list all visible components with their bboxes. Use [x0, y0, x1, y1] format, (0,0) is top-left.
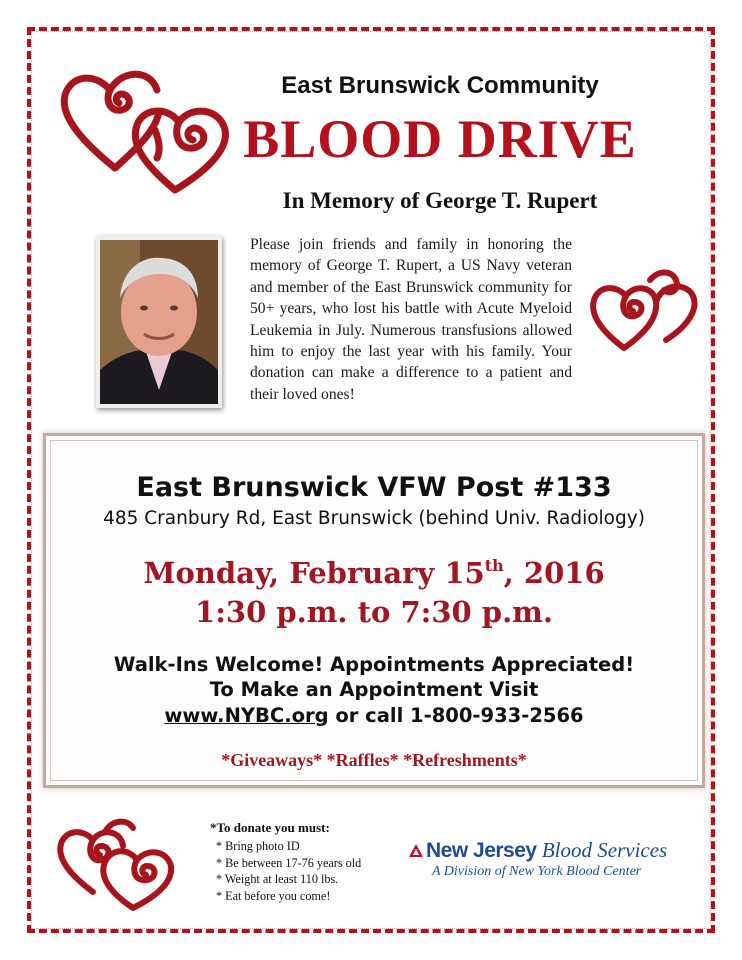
date-main: Monday, February 15 — [143, 556, 485, 590]
phone-text: or call 1-800-933-2566 — [328, 704, 584, 727]
sponsor-name-bold: New Jersey — [426, 839, 537, 862]
website-link[interactable]: www.NYBC.org — [164, 704, 329, 727]
intro-paragraph: Please join friends and family in honoring the memory of George T. Rupert, a US Navy veteran and member of the East Brunswick community for 50+ years, who lost his battle with Acute Myeloid Leukemia in July. Numerous transfusions allowed him to enjoy the last year with his family. Your donation can make a difference to a patient and their loved ones! — [250, 236, 572, 403]
contact-line — [43, 704, 705, 727]
event-time: 1:30 p.m. to 7:30 p.m. — [195, 595, 553, 629]
portrait-photo — [96, 236, 222, 408]
swirl-hearts-icon — [588, 264, 704, 356]
extras-text: *Giveaways* *Raffles* *Refreshments* — [221, 750, 527, 770]
requirements-list — [216, 838, 361, 904]
organization-name: East Brunswick Community — [281, 72, 599, 99]
walk-ins-text: Walk-Ins Welcome! Appointments Appreciated! — [113, 653, 635, 676]
event-date — [43, 556, 705, 590]
memorial-subtitle: In Memory of George T. Rupert — [282, 188, 598, 213]
list-item: * Eat before you come! — [216, 888, 361, 905]
list-item: * Bring photo ID — [216, 838, 361, 855]
venue-address: 485 Cranbury Rd, East Brunswick (behind Univ. Radiology) — [103, 508, 645, 529]
list-item: * Be between 17-76 years old — [216, 855, 361, 872]
swirl-hearts-icon — [55, 50, 240, 200]
date-suffix: th — [484, 556, 504, 575]
swirl-hearts-icon — [55, 812, 179, 912]
date-year: , 2016 — [503, 556, 605, 590]
sponsor-logo — [408, 838, 698, 880]
list-item: * Weight at least 110 lbs. — [216, 871, 361, 888]
sponsor-name-rest: Blood Services — [536, 838, 668, 862]
nybc-logo-icon — [408, 843, 424, 859]
venue-name: East Brunswick VFW Post #133 — [136, 472, 612, 503]
page-title: BLOOD DRIVE — [243, 109, 637, 169]
appointment-text: To Make an Appointment Visit — [209, 678, 539, 701]
requirements-title: *To donate you must: — [210, 820, 330, 835]
sponsor-subtitle: A Division of New York Blood Center — [432, 864, 642, 879]
